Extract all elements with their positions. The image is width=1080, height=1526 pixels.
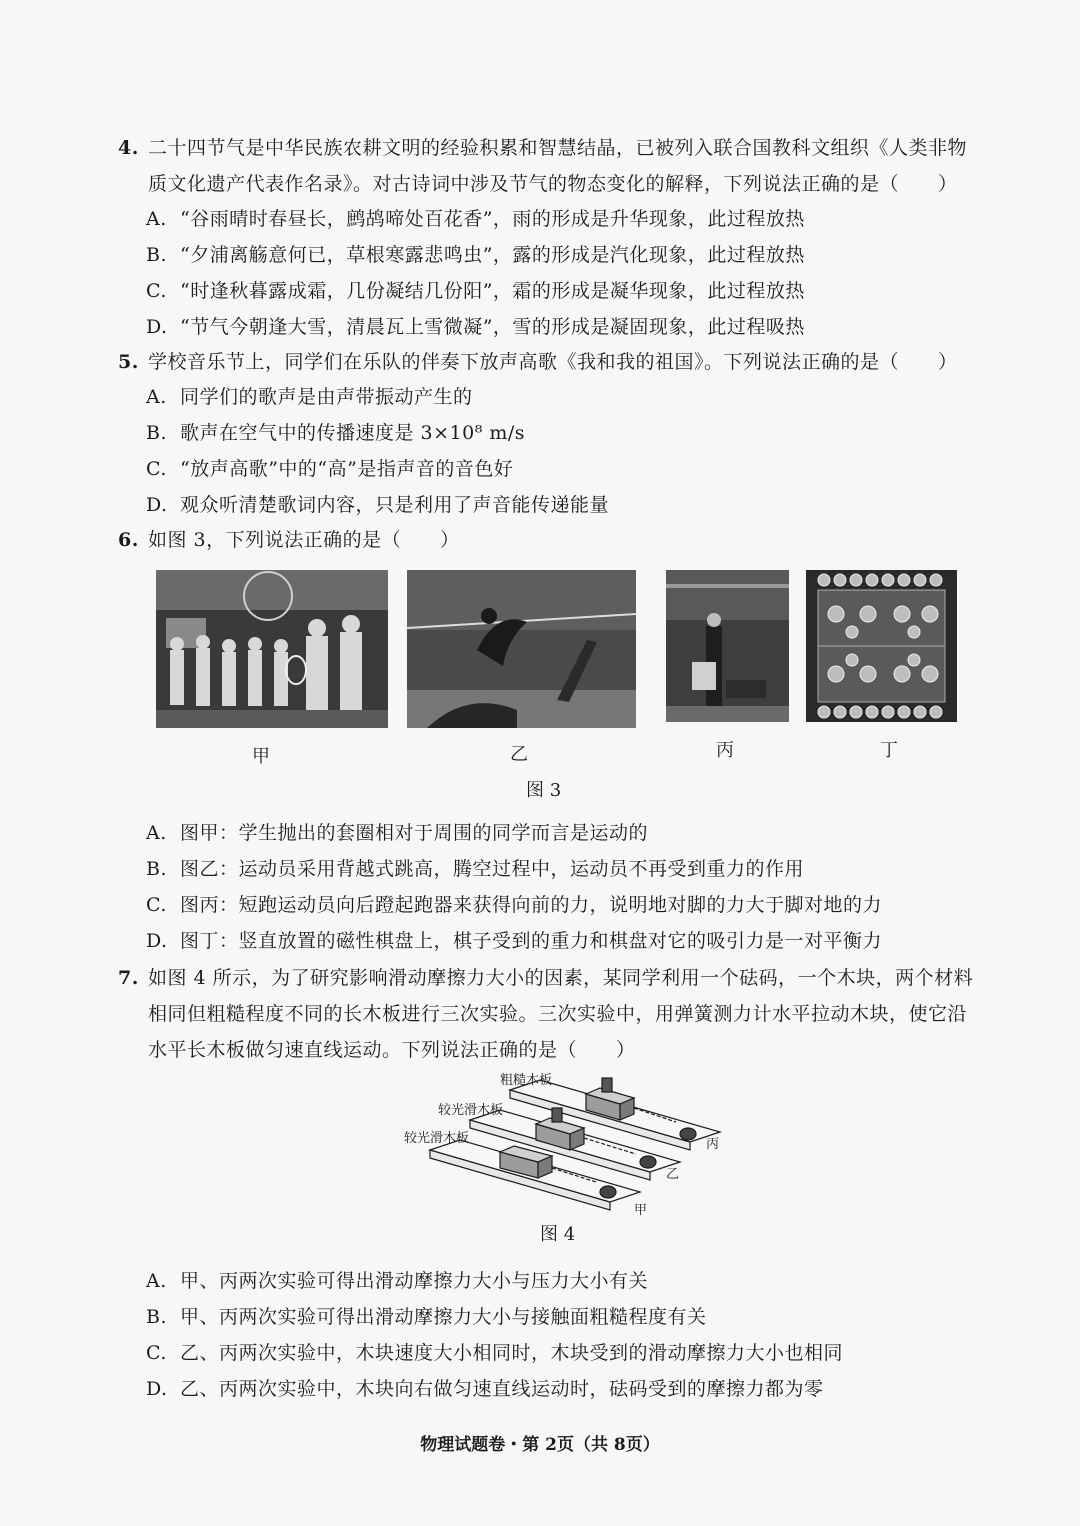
high-jump-image xyxy=(407,570,636,728)
question-7-option-a: A. 甲、丙两次实验可得出滑动摩擦力大小与压力大小有关 xyxy=(146,1270,649,1292)
question-7-stem xyxy=(118,960,978,1068)
photo-sprint-start xyxy=(666,570,789,722)
ring-toss-image xyxy=(156,570,388,728)
question-text: 二十四节气是中华民族农耕文明的经验积累和智慧结晶，已被列入联合国教科文组织《人类非物质文化遗产代表作名录》。对古诗词中涉及节气的物态变化的解释，下列说法正确的是（ ） xyxy=(148,137,968,195)
photo-magnetic-chessboard xyxy=(806,570,957,722)
question-6-option-b: B. 图乙：运动员采用背越式跳高，腾空过程中，运动员不再受到重力的作用 xyxy=(146,858,805,880)
question-5-option-b: B. 歌声在空气中的传播速度是 3×10⁸ m/s xyxy=(146,422,526,444)
friction-experiment-diagram xyxy=(390,1066,730,1220)
question-7-option-d: D. 乙、丙两次实验中，木块向右做匀速直线运动时，砝码受到的摩擦力都为零 xyxy=(146,1378,824,1400)
question-5-option-a: A. 同学们的歌声是由声带振动产生的 xyxy=(146,386,473,408)
question-text: 如图 3，下列说法正确的是（ ） xyxy=(148,529,460,551)
label-bing: 丙 xyxy=(706,1137,720,1152)
photo-label-bing: 丙 xyxy=(716,740,734,761)
question-4-option-c: C. “时逢秋暮露成霜，几份凝结几份阳”，霜的形成是凝华现象，此过程放热 xyxy=(146,280,805,302)
figure-4-caption: 图 4 xyxy=(540,1224,576,1245)
question-5-option-c: C. “放声高歌”中的“高”是指声音的音色好 xyxy=(146,458,514,480)
question-6-option-c: C. 图丙：短跑运动员向后蹬起跑器来获得向前的力，说明地对脚的力大于脚对地的力 xyxy=(146,894,883,916)
label-jia: 甲 xyxy=(634,1203,648,1218)
question-6-option-d: D. 图丁：竖直放置的磁性棋盘上，棋子受到的重力和棋盘对它的吸引力是一对平衡力 xyxy=(146,930,883,952)
photo-high-jump xyxy=(407,570,636,728)
question-number: 7. xyxy=(118,967,139,989)
question-5-option-d: D. 观众听清楚歌词内容，只是利用了声音能传递能量 xyxy=(146,494,610,516)
photo-label-jia: 甲 xyxy=(252,746,270,767)
sprint-start-image xyxy=(666,570,789,722)
photo-label-ding: 丁 xyxy=(880,740,898,761)
question-7-option-c: C. 乙、丙两次实验中，木块速度大小相同时，木块受到的滑动摩擦力大小也相同 xyxy=(146,1342,844,1364)
label-rough-board: 粗糙木板 xyxy=(500,1073,553,1088)
question-5-stem xyxy=(118,344,978,380)
label-yi: 乙 xyxy=(666,1167,680,1182)
question-4-option-b: B. “夕浦离觞意何已，草根寒露悲鸣虫”，露的形成是汽化现象，此过程放热 xyxy=(146,244,805,266)
question-4-stem xyxy=(118,130,978,202)
question-6-option-a: A. 图甲：学生抛出的套圈相对于周围的同学而言是运动的 xyxy=(146,822,649,844)
figure-3-caption: 图 3 xyxy=(526,780,562,801)
question-text: 学校音乐节上，同学们在乐队的伴奏下放声高歌《我和我的祖国》。下列说法正确的是（ ） xyxy=(148,351,958,373)
question-text: 如图 4 所示，为了研究影响滑动摩擦力大小的因素，某同学利用一个砝码，一个木块，两个材料相同但粗糙程度不同的长木板进行三次实验。三次实验中，用弹簧测力计水平拉动木块，使它沿水平长木板做匀速直线运动。下列说法正确的是（ ） xyxy=(148,967,974,1061)
label-smooth-board-2: 较光滑木板 xyxy=(404,1131,470,1146)
photo-label-yi: 乙 xyxy=(510,744,528,765)
photo-ring-toss xyxy=(156,570,388,728)
question-7-option-b: B. 甲、丙两次实验可得出滑动摩擦力大小与接触面粗糙程度有关 xyxy=(146,1306,707,1328)
question-number: 4. xyxy=(118,137,139,159)
question-4-option-a: A. “谷雨晴时春昼长，鹧鸪啼处百花香”，雨的形成是升华现象，此过程放热 xyxy=(146,208,805,230)
label-smooth-board-1: 较光滑木板 xyxy=(438,1103,504,1118)
question-4-option-d: D. “节气今朝逢大雪，清晨瓦上雪微凝”，雪的形成是凝固现象，此过程吸热 xyxy=(146,316,805,338)
chessboard-image xyxy=(806,570,957,722)
question-number: 5. xyxy=(118,351,139,373)
page-footer: 物理试题卷・第 2页（共 8页） xyxy=(420,1435,660,1455)
question-number: 6. xyxy=(118,529,139,551)
question-6-stem xyxy=(118,522,978,558)
